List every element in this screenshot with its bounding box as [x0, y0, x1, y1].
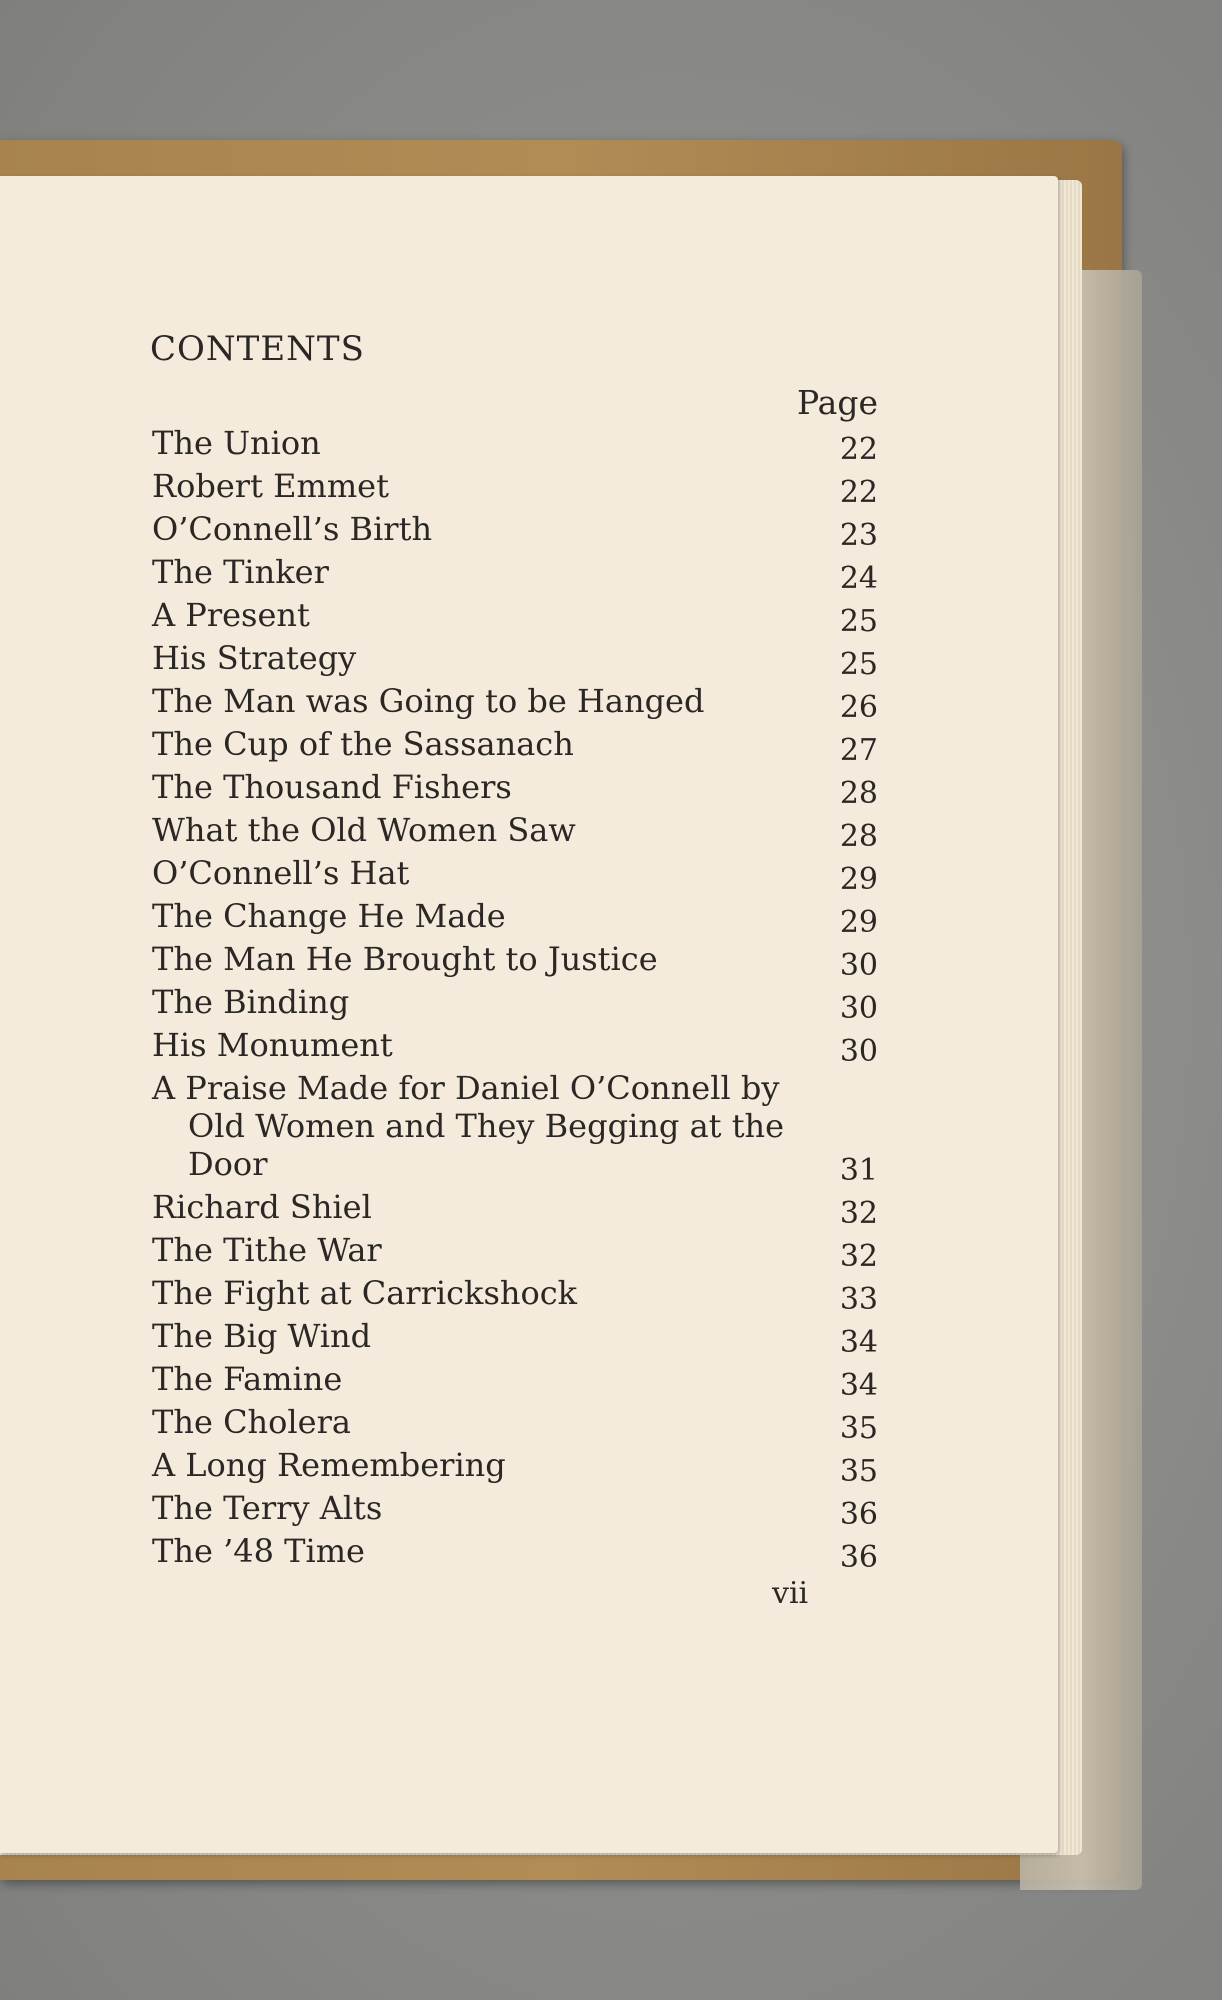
toc-entry-page: 35 [839, 1411, 878, 1446]
toc-entry-page: 25 [839, 647, 878, 682]
toc-entry-title: The Binding [152, 983, 350, 1021]
toc-entry-title [152, 1069, 792, 1183]
toc-entry-title: The Terry Alts [152, 1489, 383, 1527]
toc-entry-page: 36 [839, 1540, 878, 1575]
toc-entry-title: The Man He Brought to Justice [152, 940, 658, 978]
toc-entry-title: A Long Remembering [152, 1446, 506, 1484]
toc-entry-page: 24 [839, 561, 878, 596]
toc-entry-page: 29 [839, 905, 878, 940]
toc-entry-title: His Strategy [152, 639, 357, 677]
toc-entry-title: O’Connell’s Birth [152, 510, 433, 548]
toc-entry-title: The Famine [152, 1360, 343, 1398]
toc-entry-page: 31 [839, 1153, 878, 1188]
toc-entry-title: The Change He Made [152, 897, 506, 935]
toc-entry-page: 36 [839, 1497, 878, 1532]
toc-entry-title: Robert Emmet [152, 467, 389, 505]
toc-entry-title: The Big Wind [152, 1317, 372, 1355]
toc-entry-page: 34 [839, 1368, 878, 1403]
toc-entry-page: 30 [839, 991, 878, 1026]
toc-entry-title-line: Door [188, 1145, 268, 1183]
toc-entry-page: 29 [839, 862, 878, 897]
toc-entry-title-line: A Praise Made for Daniel O’Connell by [152, 1069, 780, 1107]
toc-entry-title: The Cup of the Sassanach [152, 725, 574, 763]
toc-entry-page: 26 [839, 690, 878, 725]
toc-entry-page: 23 [839, 518, 878, 553]
toc-entry-page: 32 [839, 1196, 878, 1231]
toc-entry-page: 22 [839, 432, 878, 467]
toc-entry-page: 27 [839, 733, 878, 768]
toc-entry-page: 22 [839, 475, 878, 510]
toc-entry-page: 32 [839, 1239, 878, 1274]
toc-entry-page: 30 [839, 1034, 878, 1069]
toc-entry-title: The Cholera [152, 1403, 351, 1441]
toc-entry-title: The Thousand Fishers [152, 768, 512, 806]
toc-entry-page: 33 [839, 1282, 878, 1317]
toc-entry-title: The Tithe War [152, 1231, 382, 1269]
toc-entry-title: Richard Shiel [152, 1188, 372, 1226]
toc-entry-title: The Tinker [152, 553, 329, 591]
toc-entry-page: 25 [839, 604, 878, 639]
toc-entry-title: The Union [152, 424, 321, 462]
page-column-label: Page [796, 383, 878, 422]
toc-entry-title: The Fight at Carrickshock [152, 1274, 578, 1312]
toc-entry-title: A Present [152, 596, 310, 634]
toc-entry-page: 28 [839, 776, 878, 811]
toc-entry-page: 28 [839, 819, 878, 854]
toc-entry-title: The ’48 Time [152, 1532, 365, 1570]
toc-entry-title-line: Old Women and They Begging at the [188, 1107, 785, 1145]
toc-entry-page: 34 [839, 1325, 878, 1360]
page-folio: vii [772, 1576, 809, 1611]
toc-entry-page: 35 [839, 1454, 878, 1489]
toc-entry-title: O’Connell’s Hat [152, 854, 410, 892]
toc-entry-title: His Monument [152, 1026, 393, 1064]
toc-entry-page: 30 [839, 948, 878, 983]
toc-entry-title: The Man was Going to be Hanged [152, 682, 705, 720]
contents-heading: CONTENTS [150, 329, 365, 369]
toc-entry-title: What the Old Women Saw [152, 811, 576, 849]
